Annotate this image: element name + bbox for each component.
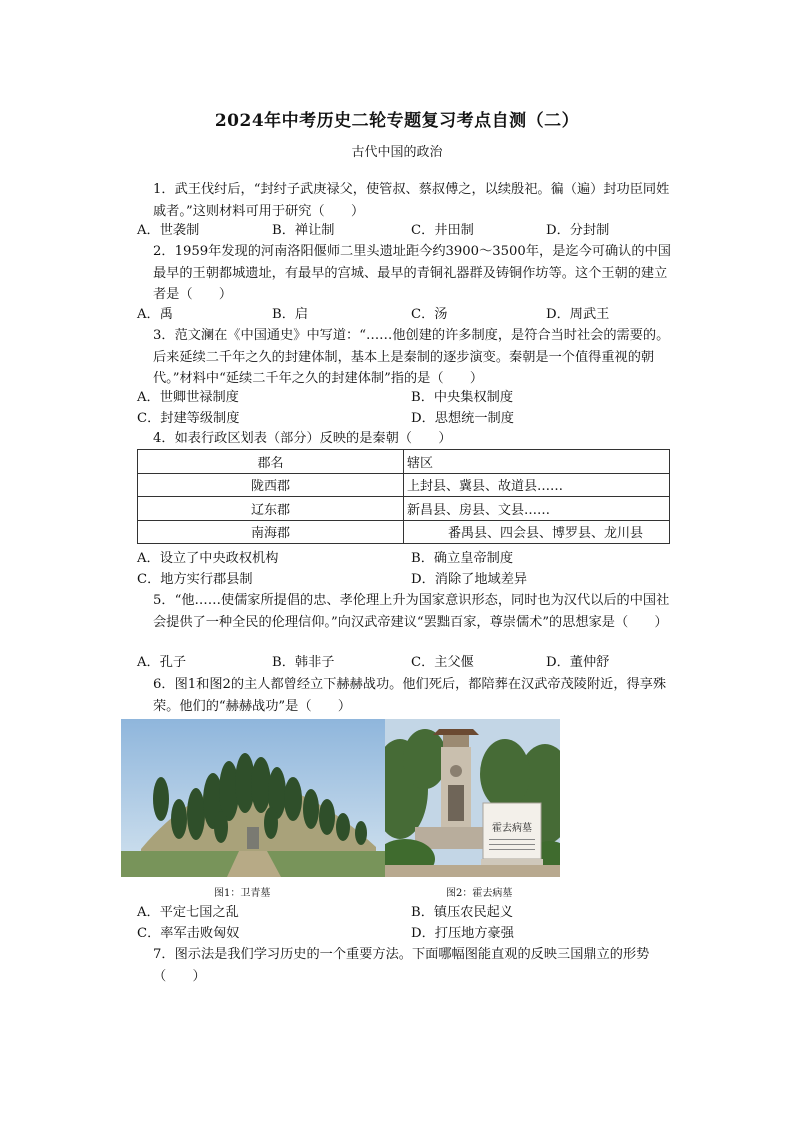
option-a[interactable]: A．孔子 — [137, 655, 187, 670]
question-number: 2． — [153, 244, 175, 259]
table-row — [138, 520, 670, 544]
question-number: 4． — [153, 431, 175, 446]
option-c[interactable]: C．封建等级制度 — [137, 411, 240, 426]
option-d[interactable]: D．周武王 — [546, 307, 610, 322]
option-b[interactable]: B．启 — [272, 307, 309, 322]
question-number: 5． — [153, 593, 175, 608]
option-b[interactable]: B．中央集权制度 — [411, 390, 514, 405]
table-cell: 番禺县、四会县、博罗县、龙川县 — [404, 520, 670, 544]
option-c[interactable]: C．汤 — [411, 307, 448, 322]
option-c[interactable]: C．地方实行郡县制 — [137, 572, 253, 587]
table-cell: 陇西郡 — [138, 473, 404, 497]
option-a[interactable]: A．禹 — [137, 307, 173, 322]
question-stem: 1959年发现的河南洛阳偃师二里头遗址距今约3900～3500年，是迄今可确认的中国最早的王朝都城遗址，有最早的宫城、最早的青铜礼器群及铸铜作坊等。这个王朝的建立者是（ ） — [153, 244, 671, 302]
page-title: 2024年中考历史二轮专题复习考点自测（二） — [214, 111, 580, 131]
admin-division-table — [137, 449, 670, 544]
question-stem: 图1和图2的主人都曾经立下赫赫战功。他们死后，都陪葬在汉武帝茂陵附近，得享殊荣。他们的“赫赫战功”是（ ） — [153, 677, 667, 714]
question-4 — [153, 428, 677, 450]
question-number: 3． — [153, 328, 175, 343]
question-6 — [153, 674, 677, 717]
option-a[interactable]: A．世袭制 — [137, 223, 200, 238]
question-3 — [153, 325, 677, 390]
question-7 — [153, 944, 677, 987]
option-d[interactable]: D．董仲舒 — [546, 655, 610, 670]
figure-2-caption: 图2：霍去病墓 — [446, 888, 513, 899]
table-header-cell: 辖区 — [404, 450, 670, 474]
option-d[interactable]: D．分封制 — [546, 223, 610, 238]
option-d[interactable]: D．打压地方豪强 — [411, 926, 514, 941]
option-c[interactable]: C．井田制 — [411, 223, 474, 238]
tomb-gate-photo-icon — [385, 719, 560, 877]
table-cell: 上封县、冀县、故道县…… — [404, 473, 670, 497]
table-cell: 辽东郡 — [138, 497, 404, 521]
question-number: 7． — [153, 947, 175, 962]
option-a[interactable]: A．平定七国之乱 — [137, 905, 239, 920]
figure-1-caption: 图1：卫青墓 — [214, 888, 271, 899]
option-b[interactable]: B．确立皇帝制度 — [411, 551, 514, 566]
table-row — [138, 497, 670, 521]
table-row — [138, 473, 670, 497]
question-stem: 如表行政区划表（部分）反映的是秦朝（ ） — [174, 431, 452, 446]
option-b[interactable]: B．镇压农民起义 — [411, 905, 514, 920]
question-2 — [153, 241, 677, 306]
page-subtitle: 古代中国的政治 — [351, 145, 443, 160]
option-a[interactable]: A．世卿世禄制度 — [137, 390, 239, 405]
tomb-mound-photo-icon — [121, 719, 385, 877]
option-c[interactable]: C．率军击败匈奴 — [137, 926, 240, 941]
question-number: 1． — [153, 182, 175, 197]
question-stem: 武王伐纣后，“封纣子武庚禄父，使管叔、蔡叔傅之，以续殷祀。徧（遍）封功臣同姓戚者。”这则材料可用于研究（ ） — [153, 182, 670, 219]
question-number: 6． — [153, 677, 175, 692]
option-c[interactable]: C．主父偃 — [411, 655, 474, 670]
option-d[interactable]: D．消除了地域差异 — [411, 572, 528, 587]
option-a[interactable]: A．设立了中央政权机构 — [137, 551, 279, 566]
question-stem: 图示法是我们学习历史的一个重要方法。下面哪幅图能直观的反映三国鼎立的形势（ ） — [153, 947, 650, 984]
question-5 — [153, 590, 677, 633]
question-stem: “他……使儒家所提倡的忠、孝伦理上升为国家意识形态，同时也为汉代以后的中国社会提供了一种全民的伦理信仰。”向汉武帝建议“罢黜百家，尊崇儒术”的思想家是（ ） — [153, 593, 670, 630]
table-header-row — [138, 450, 670, 474]
table-cell: 新昌县、房县、文县…… — [404, 497, 670, 521]
table-header-cell: 郡名 — [138, 450, 404, 474]
table-cell: 南海郡 — [138, 520, 404, 544]
stele-text: 霍去病墓 — [492, 823, 532, 834]
option-d[interactable]: D．思想统一制度 — [411, 411, 514, 426]
option-b[interactable]: B．韩非子 — [272, 655, 335, 670]
question-stem: 范文澜在《中国通史》中写道：“……他创建的许多制度，是符合当时社会的需要的。后来延续二千年之久的封建体制，基本上是秦制的逐步演变。秦朝是一个值得重视的朝代。”材料中“延续二千年之久的封建体制”指的是（ ） — [153, 328, 670, 386]
option-b[interactable]: B．禅让制 — [272, 223, 335, 238]
question-1 — [153, 179, 677, 222]
